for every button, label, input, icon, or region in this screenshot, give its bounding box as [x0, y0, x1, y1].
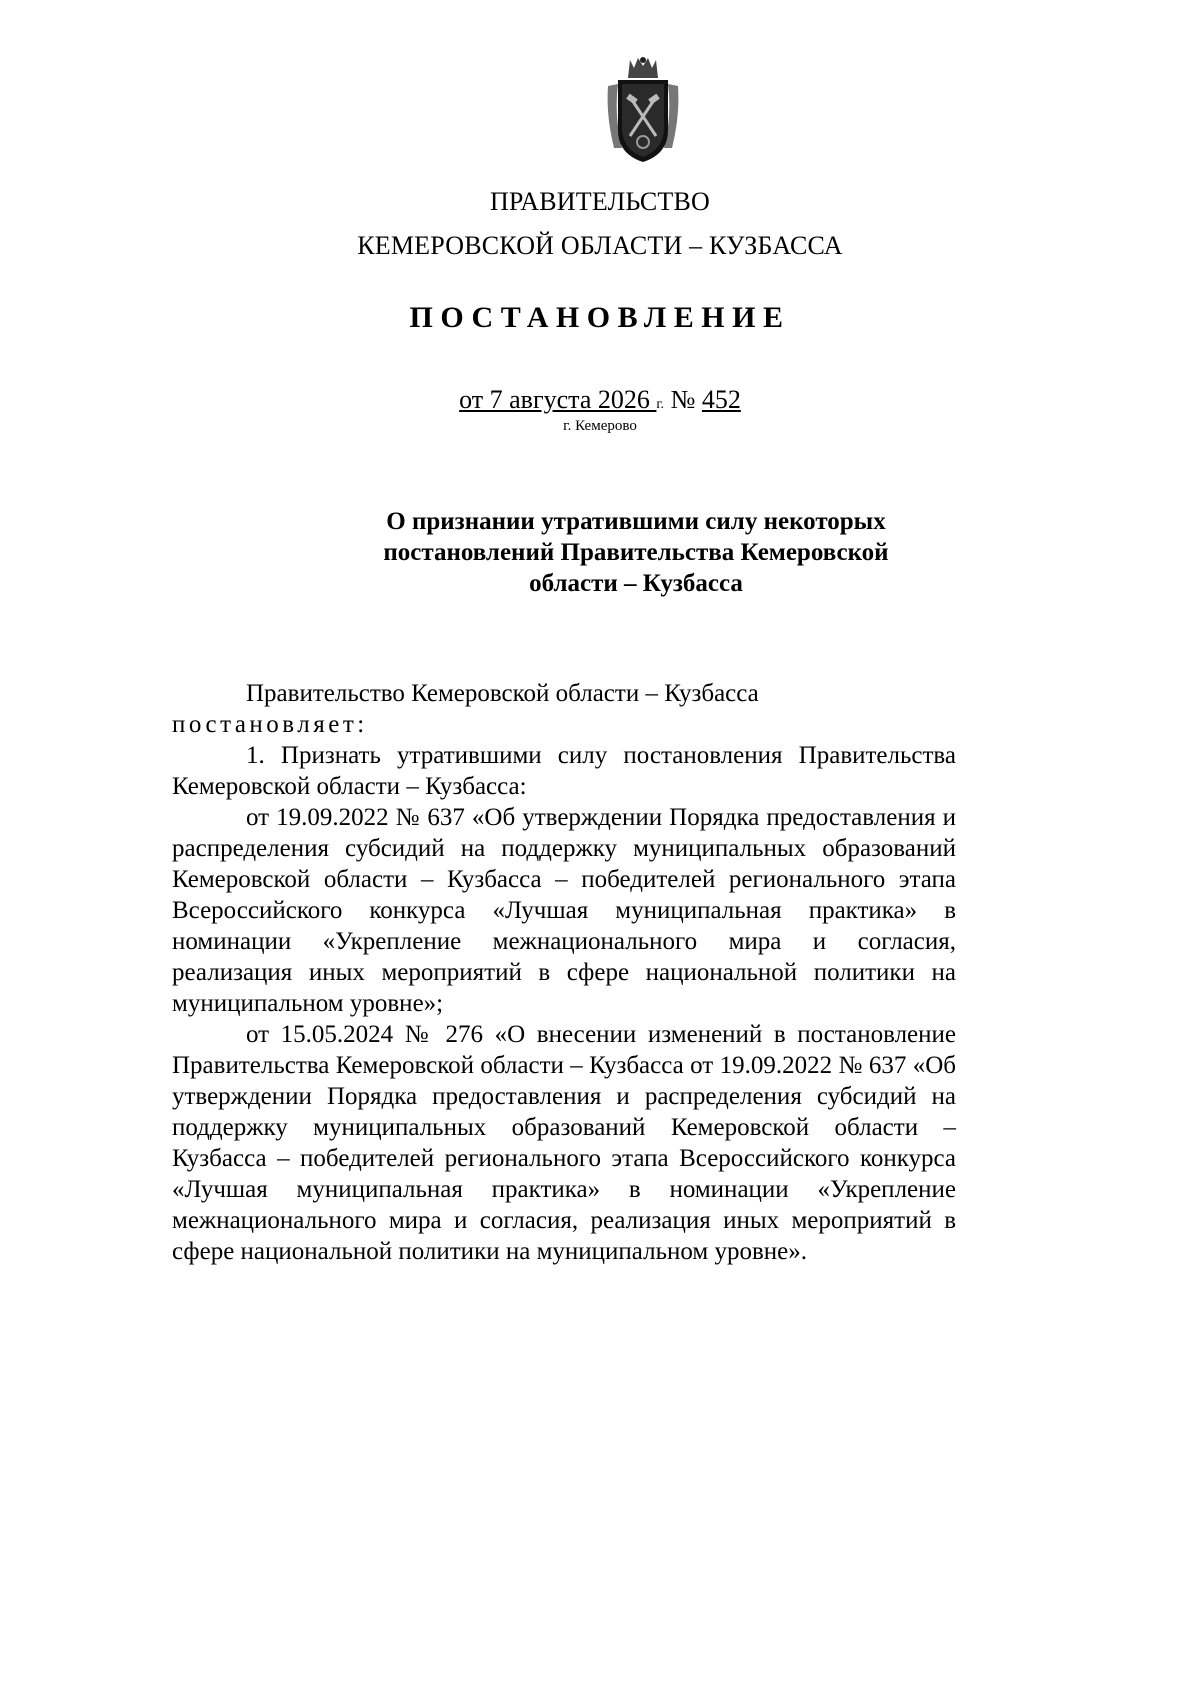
repealed-act-2: от 15.05.2024 № 276 «О внесении изменений в постановление Правительства Кемеровской области – Кузбасса от 19.09.2022 № 637 «Об утверждении Порядка предоставления и распределения субсидий на поддержку муниципальных образований Кемеровской области – Кузбасса – победителей регионального этапа Всероссийского конкурса «Лучшая муниципальная практика» в номинации «Укрепление межнационального мира и согласия, реализация иных мероприятий в сфере национальной политики на муниципальном уровне». — [172, 1021, 956, 1265]
document-date: от 7 августа 2026 — [459, 385, 657, 414]
title-line-2: постановлений Правительства Кемеровской — [383, 539, 889, 566]
repealed-act-1: от 19.09.2022 № 637 «Об утверждении Порядка предоставления и распределения субсидий на поддержку муниципальных образований Кемеровской области – Кузбасса – победителей регионального этапа Всероссийского конкурса «Лучшая муниципальная практика» в номинации «Укрепление межнационального мира и согласия, реализация иных мероприятий в сфере национальной политики на муниципальном уровне»; — [172, 804, 956, 1017]
document-number: 452 — [701, 385, 741, 414]
kemerovo-coat-of-arms-icon — [604, 56, 682, 164]
title-line-3: области – Кузбасса — [529, 570, 743, 597]
document-body — [172, 678, 956, 1267]
document-type-heading: ПОСТАНОВЛЕНИЕ — [409, 301, 791, 334]
document-title — [330, 506, 942, 599]
government-name-line2: КЕМЕРОВСКОЙ ОБЛАСТИ – КУЗБАССА — [357, 231, 843, 260]
item-1-paragraph: 1. Признать утратившими силу постановления Правительства Кемеровской области – Кузбасса: — [172, 742, 956, 800]
year-suffix: г. — [656, 397, 665, 412]
document-date-number — [0, 385, 1200, 420]
document-city: г. Кемерово — [563, 418, 637, 434]
government-name-line1: ПРАВИТЕЛЬСТВО — [489, 187, 711, 216]
intro-text: Правительство Кемеровской области – Кузбасса — [246, 680, 759, 707]
title-line-1: О признании утратившими силу некоторых — [386, 508, 886, 535]
number-prefix: № — [664, 385, 702, 414]
intro-paragraph — [172, 678, 956, 740]
intro-verb: постановляет: — [172, 711, 368, 738]
